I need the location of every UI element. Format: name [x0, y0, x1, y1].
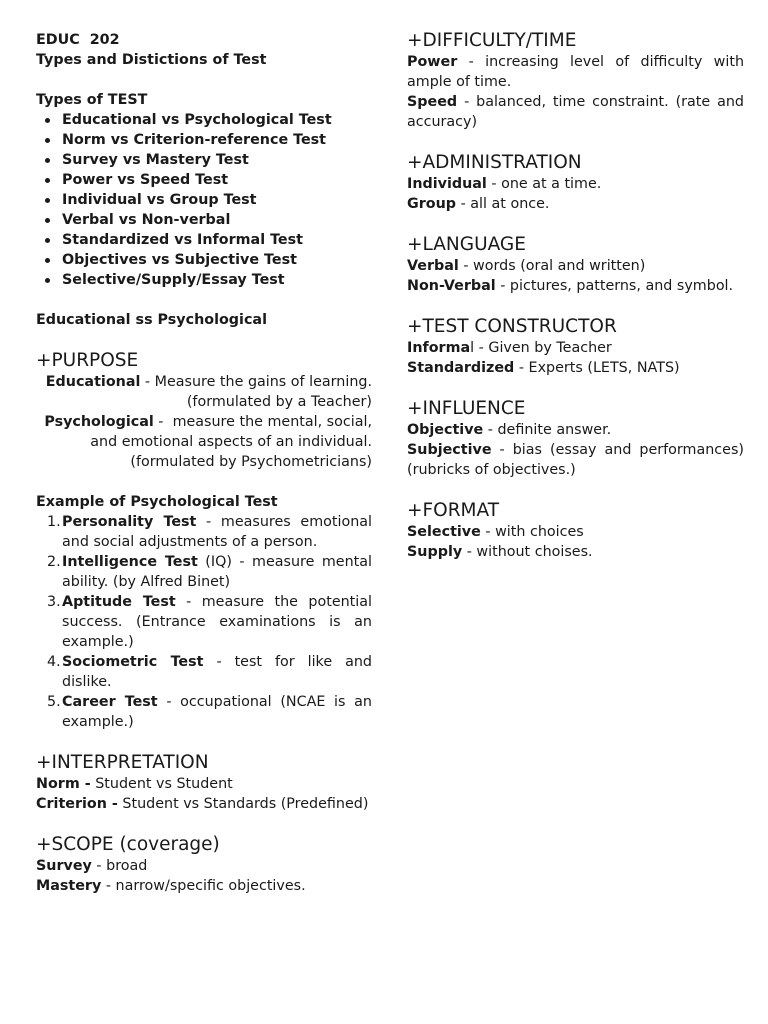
psych-examples-list: [36, 512, 372, 732]
description: measure the mental, social, and emotional aspects of an individual. (formulated by Psychometricians): [90, 414, 372, 470]
list-item: Objectives vs Subjective Test: [62, 250, 372, 270]
definition-line: Speed - balanced, time constraint. (rate and accuracy): [407, 94, 744, 130]
list-item: Verbal vs Non-verbal: [62, 210, 372, 230]
definition-line: Supply - without choises.: [407, 544, 593, 560]
definition-line: Standardized - Experts (LETS, NATS): [407, 360, 680, 376]
description: Measure the gains of learning. (formulated by a Teacher): [154, 374, 372, 410]
document-title: Types and Distictions of Test: [36, 52, 267, 68]
format-section: [407, 500, 744, 562]
definition-line: Informal - Given by Teacher: [407, 340, 612, 356]
interpretation-section: [36, 752, 372, 814]
term: Psychological: [44, 414, 154, 430]
definition-line: Verbal - words (oral and written): [407, 258, 646, 274]
list-item: 2. Intelligence Test (IQ) - measure mental ability. (by Alfred Binet): [47, 554, 372, 590]
constructor-section: [407, 316, 744, 378]
list-item: 3. Aptitude Test - measure the potential success. (Entrance examinations is an example.): [47, 594, 372, 650]
left-column: [36, 30, 372, 896]
definition-line: Selective - with choices: [407, 524, 584, 540]
definition-line: Survey - broad: [36, 858, 148, 874]
list-item: Power vs Speed Test: [62, 170, 372, 190]
purpose-item: Educational - Measure the gains of learning. (formulated by a Teacher): [45, 374, 372, 410]
list-item: Survey vs Mastery Test: [62, 150, 372, 170]
section-heading: +INFLUENCE: [407, 398, 526, 419]
definition-line: Norm - Student vs Student: [36, 776, 233, 792]
types-heading: Types of TEST: [36, 92, 148, 108]
list-item: Norm vs Criterion-reference Test: [62, 130, 372, 150]
section-heading: +LANGUAGE: [407, 234, 526, 255]
list-item: Individual vs Group Test: [62, 190, 372, 210]
section-heading: +TEST CONSTRUCTOR: [407, 316, 617, 337]
definition-line: Group - all at once.: [407, 196, 550, 212]
definition-line: Subjective - bias (essay and performances) (rubricks of objectives.): [407, 442, 744, 478]
section-heading: +FORMAT: [407, 500, 500, 521]
definition-line: Criterion - Student vs Standards (Predefined): [36, 796, 369, 812]
definition-line: Objective - definite answer.: [407, 422, 612, 438]
types-list: [36, 110, 372, 290]
purpose-section: [36, 350, 372, 472]
section-heading: +PURPOSE: [36, 350, 139, 371]
section-heading: +SCOPE (coverage): [36, 834, 220, 855]
definition-line: Non-Verbal - pictures, patterns, and symbol.: [407, 278, 734, 294]
language-section: [407, 234, 744, 296]
edu-psych-heading: Educational ss Psychological: [36, 312, 267, 328]
course-code: EDUC 202: [36, 32, 120, 48]
list-item: Selective/Supply/Essay Test: [62, 270, 372, 290]
list-item: Standardized vs Informal Test: [62, 230, 372, 250]
definition-line: Individual - one at a time.: [407, 176, 602, 192]
administration-section: [407, 152, 744, 214]
scope-section: [36, 834, 372, 896]
term: Educational: [45, 374, 141, 390]
psych-examples-heading: Example of Psychological Test: [36, 494, 278, 510]
list-item: Educational vs Psychological Test: [62, 110, 372, 130]
purpose-item: Psychological - measure the mental, social, and emotional aspects of an individual. (formulated by Psychometricians): [44, 414, 372, 470]
section-heading: +INTERPRETATION: [36, 752, 209, 773]
list-item: 4. Sociometric Test - test for like and dislike.: [47, 654, 372, 690]
list-item: 5. Career Test - occupational (NCAE is an example.): [47, 694, 372, 730]
definition-line: Power - increasing level of difficulty with ample of time.: [407, 54, 744, 90]
right-column: [407, 30, 744, 562]
list-item: 1. Personality Test - measures emotional and social adjustments of a person.: [47, 514, 372, 550]
section-heading: +DIFFICULTY/TIME: [407, 30, 577, 51]
section-heading: +ADMINISTRATION: [407, 152, 582, 173]
definition-line: Mastery - narrow/specific objectives.: [36, 878, 306, 894]
influence-section: [407, 398, 744, 480]
difficulty-section: [407, 30, 744, 132]
